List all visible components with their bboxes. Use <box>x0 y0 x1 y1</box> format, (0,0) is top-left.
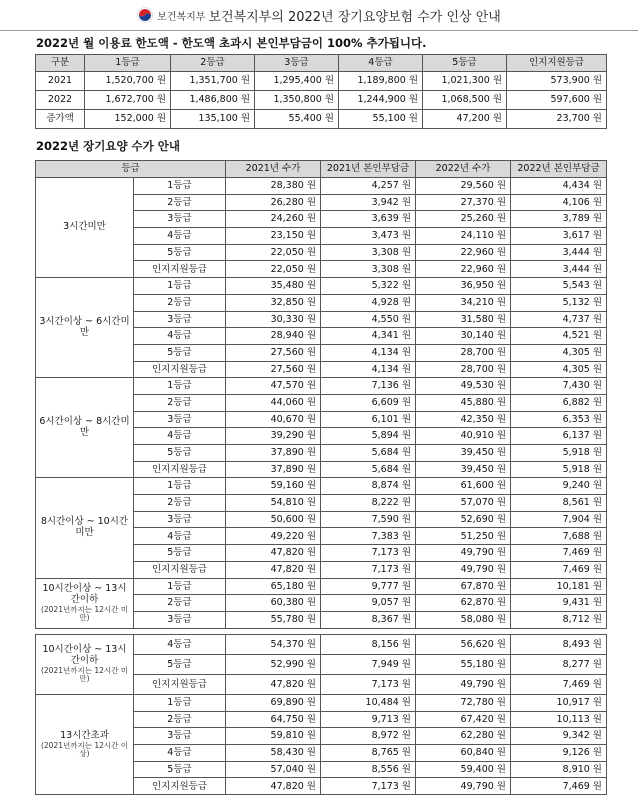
limit-value: 1,672,700 원 <box>85 91 171 110</box>
fee-value: 54,370 원 <box>226 635 321 655</box>
fee-value: 35,480 원 <box>226 278 321 295</box>
grade-label: 4등급 <box>134 228 226 245</box>
fee-value: 3,308 원 <box>321 261 416 278</box>
fee-value: 27,560 원 <box>226 361 321 378</box>
fee-value: 62,280 원 <box>416 728 511 745</box>
fee-value: 3,473 원 <box>321 228 416 245</box>
grade-label: 인지지원등급 <box>134 361 226 378</box>
limit-value: 1,350,800 원 <box>255 91 339 110</box>
grade-label: 인지지원등급 <box>134 675 226 695</box>
time-group-cell <box>36 178 134 278</box>
limit-value: 1,068,500 원 <box>423 91 507 110</box>
fee-value: 39,450 원 <box>416 461 511 478</box>
fee-value: 67,420 원 <box>416 711 511 728</box>
time-group-label: 13시간초과 <box>60 729 109 741</box>
table-row <box>36 695 607 712</box>
limit-value: 1,244,900 원 <box>339 91 423 110</box>
fee-value: 5,322 원 <box>321 278 416 295</box>
fee-value: 8,222 원 <box>321 495 416 512</box>
fee-value: 10,484 원 <box>321 695 416 712</box>
fee-value: 4,257 원 <box>321 178 416 195</box>
fee-value: 60,840 원 <box>416 745 511 762</box>
fee-value: 3,444 원 <box>511 261 607 278</box>
fee-value: 7,590 원 <box>321 511 416 528</box>
fee-value: 7,469 원 <box>511 675 607 695</box>
fee-value: 64,750 원 <box>226 711 321 728</box>
fee-value: 49,530 원 <box>416 378 511 395</box>
fee-value: 4,134 원 <box>321 361 416 378</box>
fee-value: 25,260 원 <box>416 211 511 228</box>
fee-value: 7,688 원 <box>511 528 607 545</box>
limit-value: 47,200 원 <box>423 110 507 129</box>
table-row <box>36 278 607 295</box>
fee-value: 47,820 원 <box>226 545 321 562</box>
fee-value: 8,561 원 <box>511 495 607 512</box>
fee-value: 52,990 원 <box>226 655 321 675</box>
fee-value: 6,882 원 <box>511 394 607 411</box>
fee-value: 7,904 원 <box>511 511 607 528</box>
grade-label: 3등급 <box>134 411 226 428</box>
table-row <box>36 578 607 595</box>
limit-value: 597,600 원 <box>507 91 607 110</box>
fee-value: 10,917 원 <box>511 695 607 712</box>
fee-value: 8,156 원 <box>321 635 416 655</box>
time-group-label: 8시간이상 ~ 10시간미만 <box>40 516 129 538</box>
grade-label: 2등급 <box>134 194 226 211</box>
fee-value: 6,137 원 <box>511 428 607 445</box>
time-group-cell <box>36 478 134 578</box>
time-group-label: 10시간이상 ~ 13시간이하 <box>42 582 127 605</box>
fee-value: 47,820 원 <box>226 675 321 695</box>
fee-value: 8,493 원 <box>511 635 607 655</box>
fee-value: 42,350 원 <box>416 411 511 428</box>
fee-value: 10,181 원 <box>511 578 607 595</box>
fee-value: 9,057 원 <box>321 595 416 612</box>
header-row <box>36 55 607 72</box>
time-group-cell <box>36 578 134 628</box>
fee-value: 30,140 원 <box>416 328 511 345</box>
fee-value: 4,305 원 <box>511 361 607 378</box>
grade-label: 4등급 <box>134 328 226 345</box>
fee-value: 49,790 원 <box>416 561 511 578</box>
fee-value: 8,367 원 <box>321 611 416 628</box>
fee-table <box>35 160 607 629</box>
limit-value: 573,900 원 <box>507 72 607 91</box>
fee-value: 9,126 원 <box>511 745 607 762</box>
fee-value: 59,160 원 <box>226 478 321 495</box>
fee-value: 27,560 원 <box>226 344 321 361</box>
table-row <box>36 478 607 495</box>
fee-value: 7,469 원 <box>511 545 607 562</box>
header-row <box>36 161 607 178</box>
fee-value: 4,737 원 <box>511 311 607 328</box>
fee-value: 8,874 원 <box>321 478 416 495</box>
fee-value: 49,790 원 <box>416 545 511 562</box>
column-header: 2021년 본인부담금 <box>321 161 416 178</box>
fee-value: 8,277 원 <box>511 655 607 675</box>
monthly-limit-table <box>35 54 607 129</box>
fee-value: 7,173 원 <box>321 778 416 795</box>
fee-value: 9,342 원 <box>511 728 607 745</box>
fee-value: 47,820 원 <box>226 561 321 578</box>
fee-value: 28,700 원 <box>416 361 511 378</box>
ministry-name: 보건복지부 <box>157 11 206 23</box>
grade-label: 인지지원등급 <box>134 778 226 795</box>
fee-value: 8,556 원 <box>321 761 416 778</box>
limit-value: 1,295,400 원 <box>255 72 339 91</box>
fee-value: 5,684 원 <box>321 445 416 462</box>
fee-value: 4,521 원 <box>511 328 607 345</box>
fee-value: 7,173 원 <box>321 561 416 578</box>
fee-value: 56,620 원 <box>416 635 511 655</box>
row-label: 증가액 <box>36 110 85 129</box>
fee-value: 28,380 원 <box>226 178 321 195</box>
fee-value: 37,890 원 <box>226 461 321 478</box>
fee-value: 4,341 원 <box>321 328 416 345</box>
fee-value: 8,972 원 <box>321 728 416 745</box>
fee-value: 7,173 원 <box>321 545 416 562</box>
grade-label: 5등급 <box>134 344 226 361</box>
grade-label: 인지지원등급 <box>134 261 226 278</box>
fee-value: 32,850 원 <box>226 294 321 311</box>
fee-value: 55,180 원 <box>416 655 511 675</box>
fee-value: 4,106 원 <box>511 194 607 211</box>
fee-value: 39,290 원 <box>226 428 321 445</box>
grade-label: 인지지원등급 <box>134 561 226 578</box>
grade-label: 1등급 <box>134 178 226 195</box>
column-header: 2등급 <box>171 55 255 72</box>
fee-value: 9,777 원 <box>321 578 416 595</box>
limit-value: 1,351,700 원 <box>171 72 255 91</box>
fee-value: 4,550 원 <box>321 311 416 328</box>
fee-value: 61,600 원 <box>416 478 511 495</box>
grade-label: 4등급 <box>134 635 226 655</box>
grade-label: 4등급 <box>134 745 226 762</box>
grade-label: 2등급 <box>134 595 226 612</box>
fee-value: 59,810 원 <box>226 728 321 745</box>
fee-value: 9,240 원 <box>511 478 607 495</box>
fee-value: 59,400 원 <box>416 761 511 778</box>
ministry-logo-icon <box>137 7 153 23</box>
limit-value: 55,100 원 <box>339 110 423 129</box>
limit-value: 1,021,300 원 <box>423 72 507 91</box>
fee-value: 49,790 원 <box>416 778 511 795</box>
fee-value: 58,080 원 <box>416 611 511 628</box>
grade-label: 2등급 <box>134 495 226 512</box>
time-group-label: 3시간이상 ~ 6시간미만 <box>39 315 130 338</box>
fee-value: 5,918 원 <box>511 445 607 462</box>
column-header: 인지지원등급 <box>507 55 607 72</box>
fee-value: 51,250 원 <box>416 528 511 545</box>
fee-value: 69,890 원 <box>226 695 321 712</box>
column-header: 1등급 <box>85 55 171 72</box>
column-header: 2022년 수가 <box>416 161 511 178</box>
grade-label: 3등급 <box>134 211 226 228</box>
fee-value: 62,870 원 <box>416 595 511 612</box>
time-group-note: (2021년까지는 12시간 미만) <box>40 666 129 684</box>
fee-value: 67,870 원 <box>416 578 511 595</box>
fee-value: 5,543 원 <box>511 278 607 295</box>
fee-value: 44,060 원 <box>226 394 321 411</box>
column-header: 2021년 수가 <box>226 161 321 178</box>
fee-value: 24,260 원 <box>226 211 321 228</box>
grade-label: 5등급 <box>134 244 226 261</box>
fee-value: 34,210 원 <box>416 294 511 311</box>
grade-label: 1등급 <box>134 278 226 295</box>
fee-value: 40,910 원 <box>416 428 511 445</box>
fee-value: 22,050 원 <box>226 244 321 261</box>
limit-value: 135,100 원 <box>171 110 255 129</box>
fee-value: 7,949 원 <box>321 655 416 675</box>
fee-value: 3,639 원 <box>321 211 416 228</box>
fee-value: 3,617 원 <box>511 228 607 245</box>
fee-value: 31,580 원 <box>416 311 511 328</box>
time-group-label: 10시간이상 ~ 13시간이하 <box>42 644 127 667</box>
fee-value: 39,450 원 <box>416 445 511 462</box>
fee-value: 26,280 원 <box>226 194 321 211</box>
fee-value: 28,700 원 <box>416 344 511 361</box>
fee-value: 28,940 원 <box>226 328 321 345</box>
grade-label: 4등급 <box>134 428 226 445</box>
table-row <box>36 635 607 655</box>
fee-value: 23,150 원 <box>226 228 321 245</box>
fee-value: 8,910 원 <box>511 761 607 778</box>
fee-value: 47,820 원 <box>226 778 321 795</box>
grade-label: 5등급 <box>134 761 226 778</box>
fee-value: 3,444 원 <box>511 244 607 261</box>
fee-value: 4,134 원 <box>321 344 416 361</box>
fee-value: 7,469 원 <box>511 778 607 795</box>
fee-value: 9,431 원 <box>511 595 607 612</box>
fee-value: 27,370 원 <box>416 194 511 211</box>
row-label: 2021 <box>36 72 85 91</box>
column-header: 4등급 <box>339 55 423 72</box>
grade-label: 1등급 <box>134 578 226 595</box>
row-label: 2022 <box>36 91 85 110</box>
fee-value: 22,050 원 <box>226 261 321 278</box>
time-group-note: (2021년까지는 12시간 미만) <box>40 604 129 622</box>
fee-value: 49,790 원 <box>416 675 511 695</box>
fee-value: 7,383 원 <box>321 528 416 545</box>
table-row <box>36 378 607 395</box>
column-header: 등급 <box>36 161 226 178</box>
fee-value: 4,305 원 <box>511 344 607 361</box>
column-header: 5등급 <box>423 55 507 72</box>
time-group-label: 6시간이상 ~ 8시간미만 <box>39 415 130 438</box>
limit-value: 1,189,800 원 <box>339 72 423 91</box>
fee-value: 24,110 원 <box>416 228 511 245</box>
limit-value: 55,400 원 <box>255 110 339 129</box>
fee-value: 57,040 원 <box>226 761 321 778</box>
column-header: 구분 <box>36 55 85 72</box>
document-header <box>0 0 638 31</box>
document-title: 보건복지부의 2022년 장기요양보험 수가 인상 안내 <box>208 9 501 25</box>
fee-table-continued <box>35 634 607 795</box>
time-group-label: 3시간미만 <box>63 221 106 233</box>
grade-label: 5등급 <box>134 655 226 675</box>
fee-value: 54,810 원 <box>226 495 321 512</box>
grade-label: 2등급 <box>134 711 226 728</box>
time-group-cell <box>36 378 134 478</box>
grade-label: 3등급 <box>134 611 226 628</box>
fee-value: 72,780 원 <box>416 695 511 712</box>
table-row <box>36 91 607 110</box>
fee-value: 4,928 원 <box>321 294 416 311</box>
limit-value: 152,000 원 <box>85 110 171 129</box>
grade-label: 5등급 <box>134 545 226 562</box>
table-row <box>36 178 607 195</box>
fee-value: 5,684 원 <box>321 461 416 478</box>
fee-value: 36,950 원 <box>416 278 511 295</box>
grade-label: 2등급 <box>134 394 226 411</box>
grade-label: 1등급 <box>134 478 226 495</box>
fee-value: 29,560 원 <box>416 178 511 195</box>
fee-value: 5,132 원 <box>511 294 607 311</box>
fee-value: 7,136 원 <box>321 378 416 395</box>
time-group-cell <box>36 635 134 695</box>
grade-label: 인지지원등급 <box>134 461 226 478</box>
fee-value: 50,600 원 <box>226 511 321 528</box>
fee-value: 7,173 원 <box>321 675 416 695</box>
fee-value: 6,353 원 <box>511 411 607 428</box>
time-group-note: (2021년까지는 12시간 이상) <box>40 740 129 759</box>
fee-value: 45,880 원 <box>416 394 511 411</box>
time-group-cell <box>36 695 134 795</box>
fee-value: 5,918 원 <box>511 461 607 478</box>
fee-value: 3,789 원 <box>511 211 607 228</box>
column-header: 3등급 <box>255 55 339 72</box>
fee-value: 3,942 원 <box>321 194 416 211</box>
grade-label: 5등급 <box>134 445 226 462</box>
fee-value: 47,570 원 <box>226 378 321 395</box>
time-group-cell <box>36 278 134 378</box>
fee-value: 8,765 원 <box>321 745 416 762</box>
fee-value: 49,220 원 <box>226 528 321 545</box>
grade-label: 3등급 <box>134 311 226 328</box>
grade-label: 4등급 <box>134 528 226 545</box>
fee-value: 9,713 원 <box>321 711 416 728</box>
fee-value: 7,430 원 <box>511 378 607 395</box>
fee-value: 7,469 원 <box>511 561 607 578</box>
grade-label: 1등급 <box>134 695 226 712</box>
grade-label: 3등급 <box>134 511 226 528</box>
limit-section-title: 2022년 월 이용료 한도액 - 한도액 초과시 본인부담금이 100% 추가됩니다. <box>36 36 427 50</box>
fee-value: 30,330 원 <box>226 311 321 328</box>
fee-value: 10,113 원 <box>511 711 607 728</box>
fee-value: 22,960 원 <box>416 261 511 278</box>
fee-value: 6,609 원 <box>321 394 416 411</box>
grade-label: 3등급 <box>134 728 226 745</box>
grade-label: 2등급 <box>134 294 226 311</box>
fee-value: 60,380 원 <box>226 595 321 612</box>
fee-value: 52,690 원 <box>416 511 511 528</box>
column-header: 2022년 본인부담금 <box>511 161 607 178</box>
fee-value: 4,434 원 <box>511 178 607 195</box>
fee-section-title: 2022년 장기요양 수가 안내 <box>36 139 180 153</box>
fee-value: 65,180 원 <box>226 578 321 595</box>
fee-value: 40,670 원 <box>226 411 321 428</box>
fee-value: 22,960 원 <box>416 244 511 261</box>
fee-value: 6,101 원 <box>321 411 416 428</box>
limit-value: 1,520,700 원 <box>85 72 171 91</box>
limit-value: 1,486,800 원 <box>171 91 255 110</box>
fee-value: 58,430 원 <box>226 745 321 762</box>
fee-value: 57,070 원 <box>416 495 511 512</box>
fee-value: 8,712 원 <box>511 611 607 628</box>
fee-value: 37,890 원 <box>226 445 321 462</box>
limit-value: 23,700 원 <box>507 110 607 129</box>
grade-label: 1등급 <box>134 378 226 395</box>
table-row <box>36 110 607 129</box>
fee-value: 3,308 원 <box>321 244 416 261</box>
table-row <box>36 72 607 91</box>
fee-value: 5,894 원 <box>321 428 416 445</box>
fee-value: 55,780 원 <box>226 611 321 628</box>
